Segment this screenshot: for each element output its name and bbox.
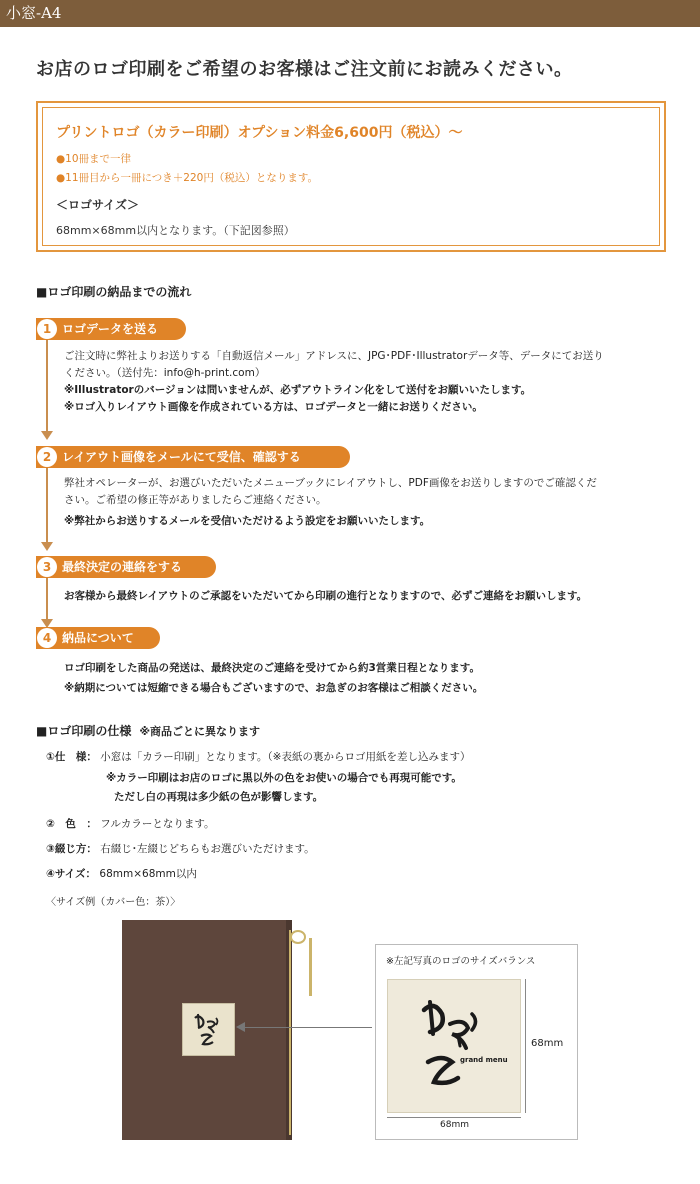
step-1-pill xyxy=(36,318,186,340)
option-line: ●10冊まで一律 xyxy=(56,153,132,165)
step-number: 4 xyxy=(37,628,57,648)
step-note: ※納期については短縮できる場合もございますので、お急ぎのお客様はご相談ください。 xyxy=(64,682,484,694)
sample-caption: ※左記写真のロゴのサイズバランス xyxy=(386,956,536,967)
step-note: ※弊社からお送りするメールを受信いただけるよう設定をお願いいたします。 xyxy=(64,515,431,527)
flow-connector xyxy=(46,578,48,620)
step-line: ロゴ印刷をした商品の発送は、最終決定のご連絡を受けてから約3営業日程となります。 xyxy=(64,662,480,674)
step-2-pill xyxy=(36,446,350,468)
spec-note: ただし白の再現は多少紙の色が影響します。 xyxy=(114,791,324,803)
spec-value: フルカラーとなります。 xyxy=(100,818,215,830)
sample-logo-image xyxy=(387,979,521,1113)
step-title: ロゴデータを送る xyxy=(62,322,159,336)
flow-heading: ■ロゴ印刷の納品までの流れ xyxy=(36,285,192,299)
step-4-pill xyxy=(36,627,160,649)
option-box xyxy=(36,101,666,252)
flow-arrow-icon xyxy=(41,542,53,551)
spec-label: ② 色 ： xyxy=(46,818,97,830)
dimension-line-vertical xyxy=(525,979,526,1113)
step-title: レイアウト画像をメールにて受信、確認する xyxy=(62,450,301,464)
spec-label: ①仕 様： xyxy=(46,751,97,763)
option-title: プリントロゴ（カラー印刷）オプション料金6,600円（税込）～ xyxy=(56,125,463,141)
step-number: 3 xyxy=(37,557,57,577)
step-1-text xyxy=(64,348,668,416)
spec-heading xyxy=(36,722,260,739)
spec-heading-note: ※商品ごとに異なります xyxy=(139,725,261,738)
logo-size-label: ＜ロゴサイズ＞ xyxy=(56,198,140,212)
spec-item xyxy=(46,866,197,881)
spec-value: 小窓は「カラー印刷」となります。（※表紙の裏からロゴ用紙を差し込みます） xyxy=(100,751,471,763)
step-line: ください。（送付先：info@h-print.com） xyxy=(64,367,266,379)
spec-value: 68mm×68mm以内 xyxy=(99,868,197,880)
spec-note: ※カラー印刷はお店のロゴに黒以外の色をお使いの場合でも再現可能です。 xyxy=(106,772,462,784)
book-logo-window xyxy=(182,1003,235,1056)
step-3-text xyxy=(64,588,668,605)
flow-connector xyxy=(46,340,48,432)
calligraphy-logo-large xyxy=(388,980,520,1112)
step-2-text xyxy=(64,475,668,530)
step-note: ※Illustratorのバージョンは問いませんが、必ずアウトライン化をして送付をお願いいたします。 xyxy=(64,384,532,396)
spec-item xyxy=(46,816,214,831)
spec-label: ④サイズ： xyxy=(46,868,97,880)
dimension-line-horizontal xyxy=(387,1117,521,1118)
spec-label: ③綴じ方： xyxy=(46,843,97,855)
flow-arrow-icon xyxy=(41,431,53,440)
step-line: お客様から最終レイアウトのご承認をいただいてから印刷の進行となりますので、必ずご連絡をお願いします。 xyxy=(64,590,588,602)
spec-item xyxy=(46,749,470,764)
logo-size-text: 68mm×68mm以内となります。（下記図参照） xyxy=(56,224,295,237)
flow-connector xyxy=(46,467,48,543)
dimension-height-label: 68mm xyxy=(531,1038,564,1049)
step-title: 納品について xyxy=(62,631,134,645)
step-3-pill xyxy=(36,556,216,578)
calligraphy-logo-small xyxy=(183,1004,234,1055)
page-header: 小窓-A4 xyxy=(0,0,700,27)
pointer-arrow-icon xyxy=(236,1022,245,1032)
step-number: 1 xyxy=(37,319,57,339)
step-4-text xyxy=(64,658,668,698)
spec-item xyxy=(46,841,315,856)
step-line: ご注文時に弊社よりお送りする「自動返信メール」アドレスに、JPG･PDF･Illustratorデータ等、データにてお送り xyxy=(64,350,604,362)
page-title: お店のロゴ印刷をご希望のお客様はご注文前にお読みください。 xyxy=(36,59,573,80)
spec-value: 右綴じ･左綴じどちらもお選びいただけます。 xyxy=(100,843,315,855)
step-title: 最終決定の連絡をする xyxy=(62,560,183,574)
example-caption: 〈サイズ例（カバー色：茶）〉 xyxy=(46,897,181,908)
option-line: ●11冊目から一冊につき＋220円（税込）となります。 xyxy=(56,172,319,184)
logo-size-sample xyxy=(375,944,578,1140)
logo-subtext: grand menu xyxy=(460,1056,508,1064)
book-tassel xyxy=(297,938,312,996)
pointer-line xyxy=(244,1027,372,1028)
step-line: さい。ご希望の修正等がありましたらご連絡ください。 xyxy=(64,494,327,506)
step-note: ※ロゴ入りレイアウト画像を作成されている方は、ロゴデータと一緒にお送りください。 xyxy=(64,401,483,413)
dimension-width-label: 68mm xyxy=(440,1120,469,1130)
step-number: 2 xyxy=(37,447,57,467)
spec-heading-text: ■ロゴ印刷の仕様 xyxy=(36,724,132,738)
step-line: 弊社オペレーターが、お選びいただいたメニューブックにレイアウトし、PDF画像をお送りしますのでご確認くだ xyxy=(64,477,597,489)
